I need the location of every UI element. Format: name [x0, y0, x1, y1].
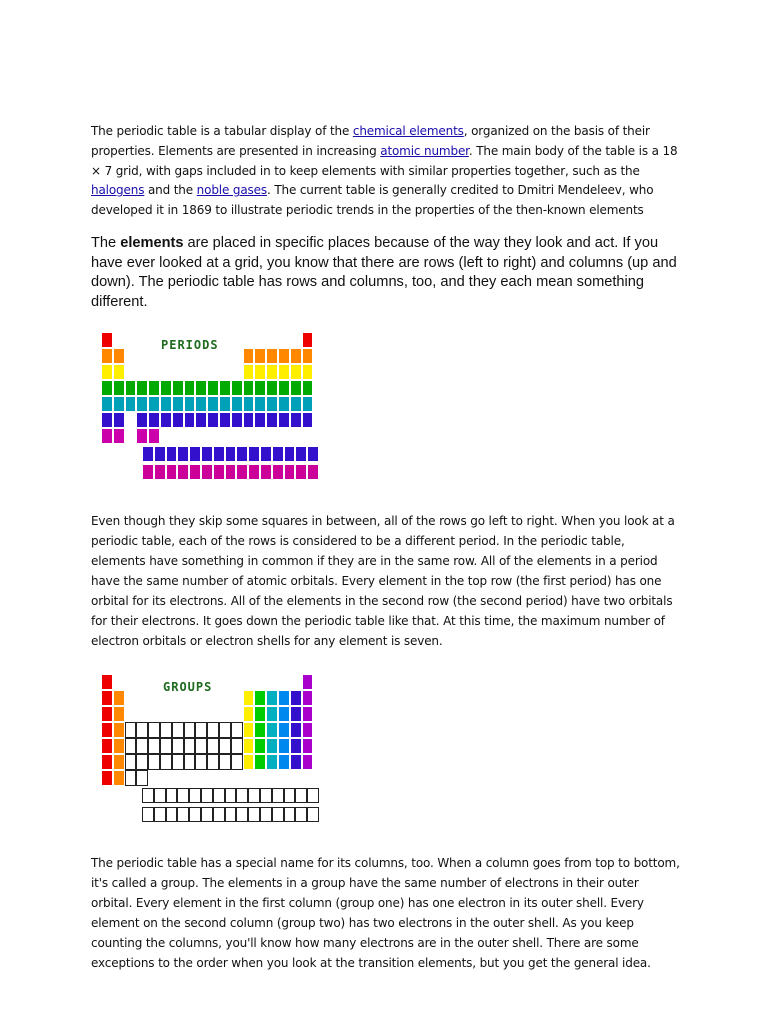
period-5-cell [136, 396, 148, 412]
group-13-cell [243, 706, 255, 722]
lanthanide-cell [236, 446, 248, 462]
period-4-cell [148, 380, 160, 396]
period-6-cell [148, 412, 160, 428]
groups-paragraph: The periodic table has a special name for its columns, too. When a column goes from top to bottom, it's called a group. The elements in a group have the same number of electrons in their outer orbital. Every element in the first column (group one) has one electron in its outer shell. Every element on the second column (group two) has two electrons in the outer shell. As you keep counting the columns, you'll know how many electrons are in the outer shell. There are some exceptions to the order when you look at the transition elements, but you get the general idea. [91, 856, 680, 970]
group-4-cell [136, 738, 148, 754]
group-15-cell [266, 706, 278, 722]
lanthanide-cell [295, 446, 307, 462]
group-1-cell [101, 690, 113, 706]
lanthanide-cell [142, 446, 154, 462]
lanthanide-cell [177, 446, 189, 462]
lanthanide-cell [201, 446, 213, 462]
lanthanide-cell [189, 446, 201, 462]
period-6-cell [172, 412, 184, 428]
group-6-cell [160, 722, 172, 738]
period-6-cell [302, 412, 314, 428]
period-3-cell [113, 364, 125, 380]
groups-label: GROUPS [163, 680, 213, 694]
group-14-cell [254, 706, 266, 722]
group-5-cell [148, 722, 160, 738]
period-1-cell [101, 332, 113, 348]
group-4-cell [136, 770, 148, 786]
actinide-cell [142, 464, 154, 480]
period-6-cell [136, 412, 148, 428]
group-14-cell [254, 754, 266, 770]
period-3-cell [278, 364, 290, 380]
period-4-cell [113, 380, 125, 396]
group-8-cell [184, 738, 196, 754]
group-11-cell [219, 722, 231, 738]
period-4-cell [231, 380, 243, 396]
group-16-cell [278, 690, 290, 706]
group-13-cell [243, 722, 255, 738]
group-2-cell [113, 722, 125, 738]
period-5-cell [231, 396, 243, 412]
period-2-cell [278, 348, 290, 364]
lanthanide-cell [201, 788, 213, 803]
lanthanide-cell [142, 788, 154, 803]
period-5-cell [302, 396, 314, 412]
actinide-cell [284, 464, 296, 480]
groups-figure [101, 674, 321, 826]
period-6-cell [219, 412, 231, 428]
actinide-cell [260, 807, 272, 822]
period-5-cell [113, 396, 125, 412]
lanthanide-cell [154, 788, 166, 803]
group-14-cell [254, 722, 266, 738]
lanthanide-cell [177, 788, 189, 803]
intro-text: , organized on the basis of their properties. Elements are presented in increasing [91, 124, 650, 158]
group-17-cell [290, 690, 302, 706]
period-4-cell [125, 380, 137, 396]
period-4-cell [290, 380, 302, 396]
actinide-cell [307, 464, 319, 480]
period-5-cell [160, 396, 172, 412]
group-3-cell [125, 770, 137, 786]
period-4-cell [254, 380, 266, 396]
intro-text: . The current table is generally credited to Dmitri Mendeleev, who developed it in 1869 to illustrate periodic trends in the properties of the then-known elements [91, 183, 654, 218]
actinide-cell [260, 464, 272, 480]
group-2-cell [113, 754, 125, 770]
lanthanide-cell [213, 446, 225, 462]
elements-text: are placed in specific places because of the way they look and act. If you have ever looked at a grid, you know that there are rows (left to right) and columns (up and down). The periodic table has rows and columns, too, and they each mean something different. [91, 235, 677, 310]
period-3-cell [266, 364, 278, 380]
actinide-cell [177, 807, 189, 822]
period-4-cell [101, 380, 113, 396]
period-5-cell [278, 396, 290, 412]
actinide-cell [295, 807, 307, 822]
group-9-cell [195, 722, 207, 738]
period-3-cell [302, 364, 314, 380]
noble-gases-link[interactable]: noble gases [196, 183, 267, 198]
period-4-cell [219, 380, 231, 396]
group-11-cell [219, 754, 231, 770]
intro-text: . The main body of the table is a 18 × 7 grid, with gaps included in to keep elements with similar properties together, such as the [91, 143, 678, 178]
group-18-cell [302, 690, 314, 706]
group-17-cell [290, 754, 302, 770]
lanthanide-cell [284, 788, 296, 803]
period-6-cell [195, 412, 207, 428]
group-2-cell [113, 690, 125, 706]
group-15-cell [266, 754, 278, 770]
group-11-cell [219, 738, 231, 754]
lanthanide-cell [213, 788, 225, 803]
group-10-cell [207, 738, 219, 754]
group-8-cell [184, 722, 196, 738]
period-2-cell [254, 348, 266, 364]
actinide-cell [201, 464, 213, 480]
period-4-cell [266, 380, 278, 396]
group-1-cell [101, 722, 113, 738]
group-10-cell [207, 722, 219, 738]
group-9-cell [195, 738, 207, 754]
group-6-cell [160, 738, 172, 754]
lanthanide-cell [272, 446, 284, 462]
period-5-cell [184, 396, 196, 412]
group-13-cell [243, 738, 255, 754]
actinide-cell [166, 807, 178, 822]
period-4-cell [160, 380, 172, 396]
period-2-cell [113, 348, 125, 364]
group-15-cell [266, 690, 278, 706]
group-12-cell [231, 738, 243, 754]
period-6-cell [207, 412, 219, 428]
period-3-cell [254, 364, 266, 380]
lanthanide-cell [248, 446, 260, 462]
period-5-cell [148, 396, 160, 412]
chemical-elements-link[interactable]: chemical elements [352, 124, 464, 138]
actinide-cell [272, 807, 284, 822]
elements-bold: elements [120, 235, 184, 251]
lanthanide-cell [166, 788, 178, 803]
group-15-cell [266, 738, 278, 754]
lanthanide-cell [260, 788, 272, 803]
period-5-cell [290, 396, 302, 412]
group-2-cell [113, 706, 125, 722]
period-4-cell [184, 380, 196, 396]
period-2-cell [243, 348, 255, 364]
period-2-cell [302, 348, 314, 364]
lanthanide-cell [225, 788, 237, 803]
period-2-cell [101, 348, 113, 364]
group-18-cell [302, 674, 314, 690]
group-1-cell [101, 738, 113, 754]
group-18-cell [302, 706, 314, 722]
group-10-cell [207, 754, 219, 770]
actinide-cell [248, 807, 260, 822]
actinide-cell [307, 807, 319, 822]
lanthanide-cell [295, 788, 307, 803]
period-1-cell [302, 332, 314, 348]
period-5-cell [207, 396, 219, 412]
group-18-cell [302, 754, 314, 770]
atomic-number-link[interactable]: atomic number [380, 143, 469, 158]
period-5-cell [172, 396, 184, 412]
actinide-cell [295, 464, 307, 480]
group-16-cell [278, 706, 290, 722]
period-4-cell [195, 380, 207, 396]
period-4-cell [302, 380, 314, 396]
group-15-cell [266, 722, 278, 738]
lanthanide-cell [189, 788, 201, 803]
group-7-cell [172, 754, 184, 770]
period-5-cell [219, 396, 231, 412]
period-6-cell [243, 412, 255, 428]
period-3-cell [101, 364, 113, 380]
lanthanide-cell [248, 788, 260, 803]
period-6-cell [278, 412, 290, 428]
group-16-cell [278, 722, 290, 738]
actinide-cell [154, 464, 166, 480]
group-17-cell [290, 706, 302, 722]
lanthanide-cell [225, 446, 237, 462]
group-16-cell [278, 754, 290, 770]
group-12-cell [231, 754, 243, 770]
group-4-cell [136, 722, 148, 738]
period-6-cell [254, 412, 266, 428]
group-3-cell [125, 738, 137, 754]
actinide-cell [225, 807, 237, 822]
actinide-cell [154, 807, 166, 822]
actinide-cell [284, 807, 296, 822]
group-2-cell [113, 738, 125, 754]
group-3-cell [125, 722, 137, 738]
group-7-cell [172, 722, 184, 738]
period-4-cell [207, 380, 219, 396]
group-1-cell [101, 770, 113, 786]
period-7-cell [148, 428, 160, 444]
group-13-cell [243, 754, 255, 770]
actinide-cell [189, 464, 201, 480]
lanthanide-cell [272, 788, 284, 803]
group-3-cell [125, 754, 137, 770]
lanthanide-cell [166, 446, 178, 462]
period-6-cell [101, 412, 113, 428]
lanthanide-cell [307, 446, 319, 462]
period-3-cell [290, 364, 302, 380]
group-12-cell [231, 722, 243, 738]
group-8-cell [184, 754, 196, 770]
period-6-cell [160, 412, 172, 428]
actinide-cell [142, 807, 154, 822]
group-6-cell [160, 754, 172, 770]
period-3-cell [243, 364, 255, 380]
actinide-cell [272, 464, 284, 480]
period-5-cell [266, 396, 278, 412]
period-7-cell [113, 428, 125, 444]
group-14-cell [254, 690, 266, 706]
actinide-cell [189, 807, 201, 822]
period-6-cell [184, 412, 196, 428]
period-4-cell [136, 380, 148, 396]
actinide-cell [225, 464, 237, 480]
group-1-cell [101, 674, 113, 690]
periods-paragraph: Even though they skip some squares in between, all of the rows go left to right. When you look at a periodic table, each of the rows is considered to be a different period. In the periodic table, elements have something in common if they are in the same row. All of the elements in a period have the same number of atomic orbitals. Every element in the top row (the first period) has one orbital for its electrons. All of the elements in the second row (the second period) have two orbitals for their electrons. It goes down the periodic table like that. At this time, the maximum number of electron orbitals or electron shells for any element is seven. [91, 514, 675, 648]
group-13-cell [243, 690, 255, 706]
periods-figure [101, 332, 321, 484]
lanthanide-cell [260, 446, 272, 462]
group-17-cell [290, 738, 302, 754]
elements-paragraph [91, 234, 681, 312]
period-2-cell [290, 348, 302, 364]
actinide-cell [177, 464, 189, 480]
actinide-cell [248, 464, 260, 480]
period-5-cell [243, 396, 255, 412]
period-6-cell [266, 412, 278, 428]
lanthanide-cell [236, 788, 248, 803]
group-4-cell [136, 754, 148, 770]
period-7-cell [136, 428, 148, 444]
period-6-cell [290, 412, 302, 428]
period-5-cell [254, 396, 266, 412]
group-5-cell [148, 754, 160, 770]
actinide-cell [213, 464, 225, 480]
group-18-cell [302, 722, 314, 738]
actinide-cell [236, 464, 248, 480]
group-2-cell [113, 770, 125, 786]
period-4-cell [243, 380, 255, 396]
intro-paragraph [91, 122, 681, 221]
actinide-cell [166, 464, 178, 480]
actinide-cell [236, 807, 248, 822]
elements-text: The [91, 235, 121, 251]
period-7-cell [101, 428, 113, 444]
period-4-cell [278, 380, 290, 396]
lanthanide-cell [154, 446, 166, 462]
period-4-cell [172, 380, 184, 396]
group-1-cell [101, 706, 113, 722]
actinide-cell [201, 807, 213, 822]
period-6-cell [231, 412, 243, 428]
period-6-cell [113, 412, 125, 428]
halogens-link[interactable]: halogens [91, 183, 145, 198]
period-5-cell [101, 396, 113, 412]
intro-text: and the [144, 183, 197, 198]
lanthanide-cell [284, 446, 296, 462]
group-14-cell [254, 738, 266, 754]
group-18-cell [302, 738, 314, 754]
group-1-cell [101, 754, 113, 770]
group-5-cell [148, 738, 160, 754]
periods-label: PERIODS [161, 338, 219, 352]
group-16-cell [278, 738, 290, 754]
actinide-cell [213, 807, 225, 822]
group-7-cell [172, 738, 184, 754]
lanthanide-cell [307, 788, 319, 803]
intro-text: The periodic table is a tabular display of the [91, 124, 353, 138]
period-2-cell [266, 348, 278, 364]
group-9-cell [195, 754, 207, 770]
period-5-cell [125, 396, 137, 412]
period-5-cell [195, 396, 207, 412]
group-17-cell [290, 722, 302, 738]
